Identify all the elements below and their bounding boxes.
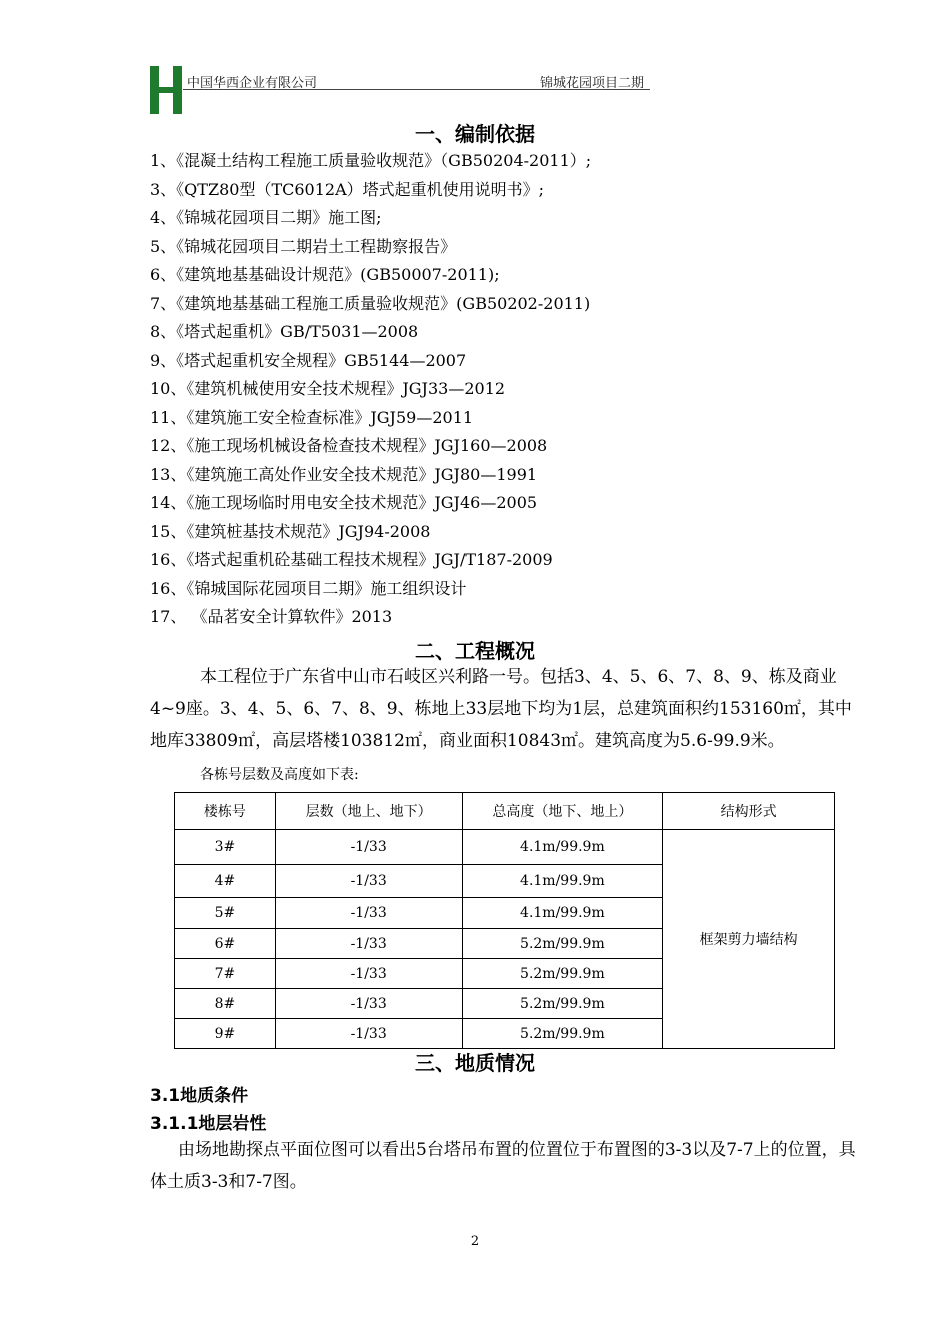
section-title-basis: 一、编制依据: [415, 122, 535, 146]
reference-item: 15、《建筑桩基技术规范》JGJ94-2008: [150, 521, 431, 541]
subsection-title: 3.1.1地层岩性: [150, 1114, 267, 1134]
column-header: 总高度（地下、地上）: [462, 793, 663, 830]
floors-cell: -1/33: [275, 898, 462, 929]
building-cell: 5#: [175, 898, 276, 929]
table-header-row: [175, 793, 835, 830]
header-divider: [183, 89, 650, 90]
column-header: 楼栋号: [175, 793, 276, 830]
reference-item: 3、《QTZ80型（TC6012A）塔式起重机使用说明书》;: [150, 179, 545, 199]
reference-item: 17、 《品茗安全计算软件》2013: [150, 607, 393, 626]
building-cell: 8#: [175, 989, 276, 1019]
building-cell: 3#: [175, 830, 276, 865]
floors-cell: -1/33: [275, 865, 462, 898]
reference-item: 16、《锦城国际花园项目二期》施工组织设计: [150, 578, 467, 598]
height-cell: 4.1m/99.9m: [462, 898, 663, 929]
overview-paragraph: 本工程位于广东省中山市石岐区兴利路一号。包括3、4、5、6、7、8、9、栋及商业4~9座。3、4、5、6、7、8、9、栋地上33层地下均为1层，总建筑面积约153160㎡，其中地库33809㎡，高层塔楼103812㎡，商业面积10843㎡。建筑高度为5.6-99.9米。: [150, 667, 852, 751]
page-header: [150, 66, 650, 116]
column-header: 层数（地上、地下）: [275, 793, 462, 830]
subsection-title: 3.1地质条件: [150, 1086, 249, 1106]
page-number: 2: [470, 1234, 480, 1249]
geology-paragraph: 由场地勘探点平面位图可以看出5台塔吊布置的位置位于布置图的3-3以及7-7上的位置，具体土质3-3和7-7图。: [150, 1140, 856, 1192]
reference-item: 10、《建筑机械使用安全技术规程》JGJ33—2012: [150, 379, 506, 398]
height-cell: 4.1m/99.9m: [462, 830, 663, 865]
table-row: [175, 830, 835, 865]
height-cell: 4.1m/99.9m: [462, 865, 663, 898]
reference-list: [150, 147, 591, 632]
structure-cell: 框架剪力墙结构: [663, 830, 835, 1049]
reference-item: 13、《建筑施工高处作业安全技术规范》JGJ80—1991: [150, 464, 538, 484]
reference-item: 4、《锦城花园项目二期》施工图;: [150, 208, 382, 227]
reference-item: 1、《混凝土结构工程施工质量验收规范》（GB50204-2011）;: [150, 151, 592, 170]
floors-cell: -1/33: [275, 959, 462, 989]
reference-item: 16、《塔式起重机砼基础工程技术规程》JGJ/T187-2009: [150, 550, 553, 569]
floors-cell: -1/33: [275, 929, 462, 959]
reference-item: 7、《建筑地基基础工程施工质量验收规范》(GB50202-2011): [150, 293, 591, 313]
building-cell: 4#: [175, 865, 276, 898]
building-cell: 9#: [175, 1019, 276, 1049]
huashi-logo: [150, 66, 186, 114]
reference-item: 11、《建筑施工安全检查标准》JGJ59—2011: [150, 407, 474, 427]
section-title-overview: 二、工程概况: [415, 639, 535, 663]
floors-cell: -1/33: [275, 830, 462, 865]
company-name: 中国华西企业有限公司: [187, 76, 318, 91]
building-table: [174, 792, 835, 1049]
svg-text:HUASHI: HUASHI: [181, 82, 186, 98]
section-title-geology: 三、地质情况: [415, 1051, 535, 1075]
column-header: 结构形式: [663, 793, 835, 830]
reference-item: 6、《建筑地基基础设计规范》(GB50007-2011);: [150, 265, 500, 284]
height-cell: 5.2m/99.9m: [462, 1019, 663, 1049]
reference-item: 14、《施工现场临时用电安全技术规范》JGJ46—2005: [150, 493, 538, 512]
height-cell: 5.2m/99.9m: [462, 929, 663, 959]
building-cell: 7#: [175, 959, 276, 989]
height-cell: 5.2m/99.9m: [462, 989, 663, 1019]
reference-item: 8、《塔式起重机》GB/T5031—2008: [150, 322, 419, 341]
floors-cell: -1/33: [275, 989, 462, 1019]
height-cell: 5.2m/99.9m: [462, 959, 663, 989]
table-caption: 各栋号层数及高度如下表:: [200, 767, 359, 783]
building-cell: 6#: [175, 929, 276, 959]
reference-item: 9、《塔式起重机安全规程》GB5144—2007: [150, 350, 467, 370]
floors-cell: -1/33: [275, 1019, 462, 1049]
project-name: 锦城花园项目二期: [539, 76, 644, 91]
reference-item: 5、《锦城花园项目二期岩土工程勘察报告》: [150, 236, 457, 256]
reference-item: 12、《施工现场机械设备检查技术规程》JGJ160—2008: [150, 436, 548, 455]
